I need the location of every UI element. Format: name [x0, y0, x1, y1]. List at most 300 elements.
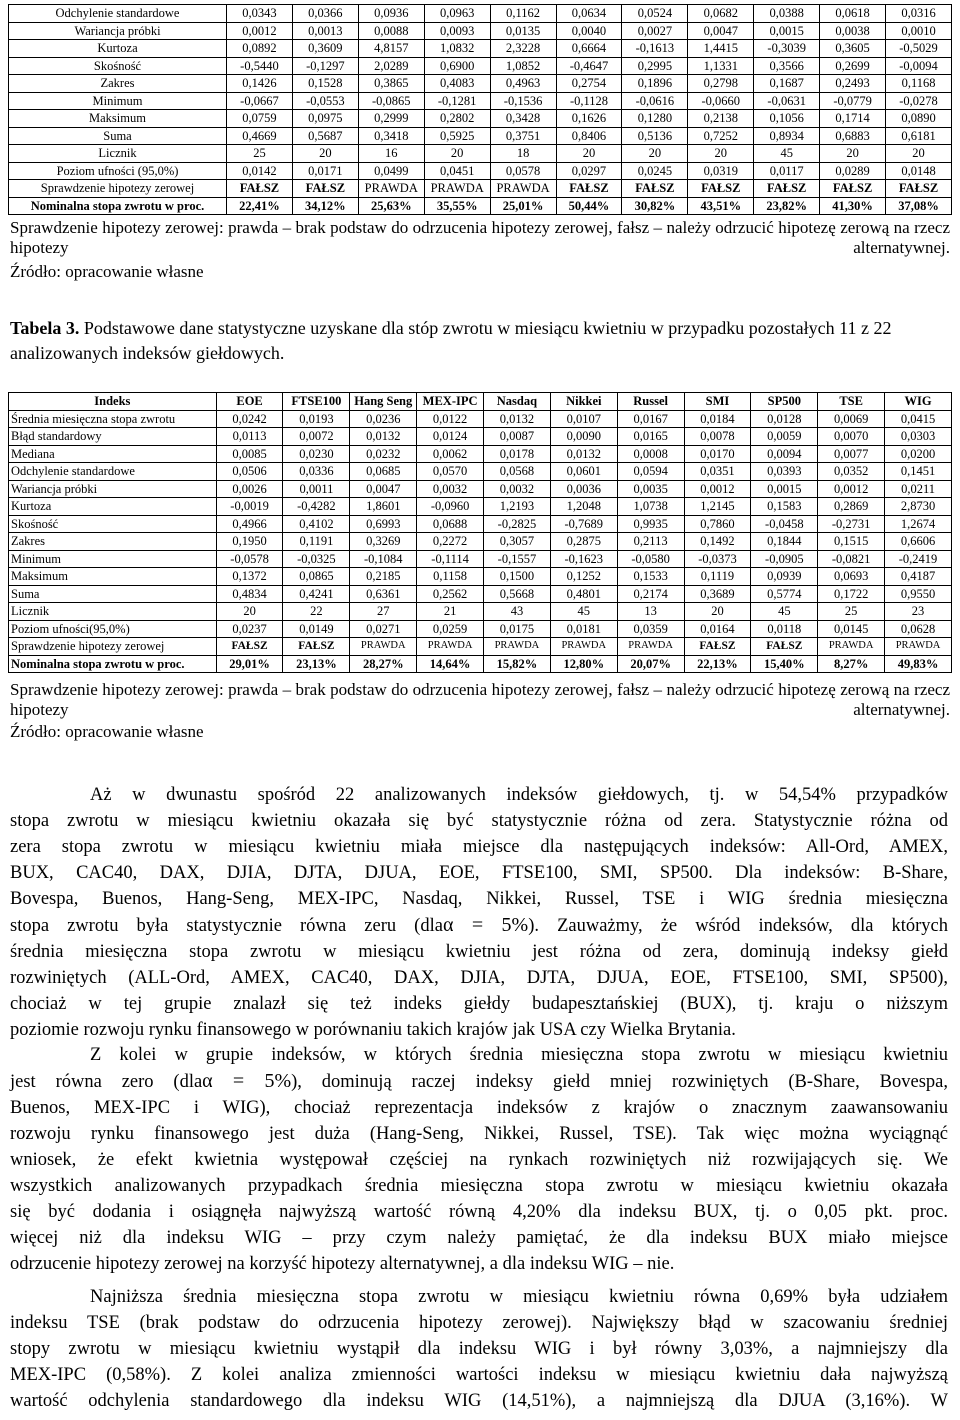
table-cell: 0,5925: [424, 127, 490, 145]
table-cell: 0,0259: [417, 620, 484, 638]
table-cell: 0,0578: [490, 162, 556, 180]
table-cell: -0,0325: [283, 550, 350, 568]
table-cell: PRAWDA: [617, 638, 684, 656]
table-cell: 0,1158: [417, 568, 484, 586]
body-line: średnia miesięczna stopa zwrotu w miesiącu kwietniu jest różna od zera, dominują indeksy giełd: [10, 942, 948, 962]
column-header: EOE: [216, 393, 283, 411]
table-cell: 0,1372: [216, 568, 283, 586]
row-label: Sprawdzenie hipotezy zerowej: [9, 180, 227, 198]
table-cell: FAŁSZ: [754, 180, 820, 198]
column-header: Indeks: [9, 393, 217, 411]
table-cell: 22,13%: [684, 655, 751, 673]
body-text: ). Zauważmy, że wśród indeksów, dla których: [528, 916, 949, 936]
stats-table-continued: [8, 4, 952, 215]
table-cell: 0,0963: [424, 5, 490, 23]
table-cell: 1,2145: [684, 498, 751, 516]
table-cell: 0,0499: [358, 162, 424, 180]
table-cell: 0,0015: [754, 22, 820, 40]
table-cell: -0,0019: [216, 498, 283, 516]
table-cell: -0,0553: [292, 92, 358, 110]
table-cell: 0,0059: [751, 428, 818, 446]
table-cell: 30,82%: [622, 197, 688, 215]
table-row: [9, 40, 952, 58]
table-cell: -0,0660: [688, 92, 754, 110]
table-cell: -0,3039: [754, 40, 820, 58]
body-line: chociaż w tej grupie znalazł się też indeks giełdy budapesztańskiej (BUX), tj. kraju o niższym: [10, 994, 948, 1014]
table-cell: 20,07%: [617, 655, 684, 673]
table-cell: 0,1426: [227, 75, 293, 93]
table-cell: -0,1613: [622, 40, 688, 58]
table-cell: 0,3566: [754, 57, 820, 75]
table-cell: 28,27%: [350, 655, 417, 673]
table-cell: 20: [886, 145, 952, 163]
table-cell: 0,0011: [283, 480, 350, 498]
row-label: Minimum: [9, 92, 227, 110]
table-cell: 0,0568: [484, 463, 551, 481]
table-cell: 0,0618: [820, 5, 886, 23]
table-cell: 0,2174: [617, 585, 684, 603]
row-label: Skośność: [9, 57, 227, 75]
table-cell: 0,1492: [684, 533, 751, 551]
table-cell: 0,4834: [216, 585, 283, 603]
table-cell: 1,2193: [484, 498, 551, 516]
body-line: wartość odchylenia standardowego dla indeksu WIG (14,51%), a najmniejszą dla DJUA (3,16%). W: [10, 1391, 948, 1411]
table-cell: 1,0852: [490, 57, 556, 75]
table-cell: 0,0171: [292, 162, 358, 180]
table-row: [9, 603, 952, 621]
row-label: Średnia miesięczna stopa zwrotu: [9, 410, 217, 428]
table-cell: 0,4187: [885, 568, 952, 586]
table-cell: 2,0289: [358, 57, 424, 75]
row-label: Maksimum: [9, 568, 217, 586]
row-label: Wariancja próbki: [9, 22, 227, 40]
table-cell: 0,0124: [417, 428, 484, 446]
table-cell: 0,0088: [358, 22, 424, 40]
table-cell: 0,0524: [622, 5, 688, 23]
table-row: [9, 463, 952, 481]
body-line: Aż w dwunastu spośród 22 analizowanych indeksów giełdowych, tj. w 54,54% przypadków: [90, 785, 948, 805]
table-cell: 0,6181: [886, 127, 952, 145]
row-label: Suma: [9, 127, 227, 145]
row-label: Błąd standardowy: [9, 428, 217, 446]
table-cell: 0,0113: [216, 428, 283, 446]
table-cell: PRAWDA: [417, 638, 484, 656]
table-row: [9, 5, 952, 23]
row-label: Kurtoza: [9, 40, 227, 58]
table-cell: 0,0148: [886, 162, 952, 180]
table-row: [9, 480, 952, 498]
body-line: rozwoju rynku finansowego jest duża (Hang-Seng, Nikkei, Russel, TSE). Tak więc można wyciągnąć: [10, 1124, 948, 1144]
table-cell: 0,1528: [292, 75, 358, 93]
table-cell: 0,0085: [216, 445, 283, 463]
table-cell: 0,2798: [688, 75, 754, 93]
table-cell: 0,0167: [617, 410, 684, 428]
table-cell: -0,0094: [886, 57, 952, 75]
table-cell: 8,27%: [818, 655, 885, 673]
table-cell: 0,1191: [283, 533, 350, 551]
table-cell: 22,41%: [227, 197, 293, 215]
table-cell: 0,6883: [820, 127, 886, 145]
table-row: [9, 75, 952, 93]
table-cell: 0,0087: [484, 428, 551, 446]
table-cell: 0,1714: [820, 110, 886, 128]
body-line: zera stopa zwrotu w miesiącu kwietniu miała miejsce dla następujących indeksów: All-Ord, AMEX,: [10, 837, 948, 857]
table-cell: 0,4102: [283, 515, 350, 533]
table-cell: 0,2272: [417, 533, 484, 551]
table-cell: 0,0117: [754, 162, 820, 180]
table-cell: 0,1533: [617, 568, 684, 586]
table-cell: -0,0373: [684, 550, 751, 568]
table-cell: FAŁSZ: [886, 180, 952, 198]
table-cell: 0,0316: [886, 5, 952, 23]
table-cell: 0,4083: [424, 75, 490, 93]
row-label: Kurtoza: [9, 498, 217, 516]
row-label: Odchylenie standardowe: [9, 5, 227, 23]
table-cell: 0,1583: [751, 498, 818, 516]
table-cell: 0,0193: [283, 410, 350, 428]
table-cell: 0,0132: [484, 410, 551, 428]
table-cell: 0,6900: [424, 57, 490, 75]
stats-table-3-header: [9, 393, 952, 411]
table-cell: FAŁSZ: [622, 180, 688, 198]
table-cell: FAŁSZ: [292, 180, 358, 198]
table-cell: -0,4647: [556, 57, 622, 75]
body-line: stopa zwrotu w miesiącu kwietniu okazała się być statystycznie różna od zera. Statystycznie różna od: [10, 811, 948, 831]
table-cell: 34,12%: [292, 197, 358, 215]
table-cell: 0,0236: [350, 410, 417, 428]
table-cell: 0,3418: [358, 127, 424, 145]
table-cell: 0,0072: [283, 428, 350, 446]
table-cell: 0,0013: [292, 22, 358, 40]
table1-source: Źródło: opracowanie własne: [10, 262, 204, 281]
table-cell: -0,1557: [484, 550, 551, 568]
table-cell: -0,1281: [424, 92, 490, 110]
table-cell: FAŁSZ: [688, 180, 754, 198]
row-label: Mediana: [9, 445, 217, 463]
table-cell: 0,0685: [350, 463, 417, 481]
table3-note: Sprawdzenie hipotezy zerowej: prawda – brak podstaw do odrzucenia hipotezy zerowej, fałsz – należy odrzucić hipotezę zerową na rzecz hipotezy alternatywnej.: [10, 680, 950, 719]
table-cell: -0,5029: [886, 40, 952, 58]
table-cell: 0,2185: [350, 568, 417, 586]
table-cell: 0,8934: [754, 127, 820, 145]
body-line: Bovespa, Buenos, Hang-Seng, MEX-IPC, Nasdaq, Nikkei, Russel, TSE i WIG średnia miesięczna: [10, 889, 948, 909]
table-cell: 0,0297: [556, 162, 622, 180]
table-cell: 0,0181: [550, 620, 617, 638]
stats-table-3-body: [9, 410, 952, 673]
table-cell: 0,0271: [350, 620, 417, 638]
row-label: Licznik: [9, 603, 217, 621]
table-cell: 43,51%: [688, 197, 754, 215]
table-cell: -0,5440: [227, 57, 293, 75]
body-text: stopa zwrotu była statystycznie równa zeru (dla: [10, 916, 443, 936]
alpha-formula: α = 5%: [442, 914, 529, 936]
table-cell: 1,1331: [688, 57, 754, 75]
body-line: się być dodania i osiągnęła najwyższą wartość równą 4,20% dla indeksu BUX, tj. o 0,05 pkt. proc.: [10, 1202, 948, 1222]
table-cell: 0,0865: [283, 568, 350, 586]
column-header: MEX-IPC: [417, 393, 484, 411]
table-cell: PRAWDA: [885, 638, 952, 656]
table-cell: FAŁSZ: [820, 180, 886, 198]
table-cell: FAŁSZ: [751, 638, 818, 656]
body-text: ), dominują raczej indeksy giełd mniej rozwiniętych (B-Share, Bovespa,: [291, 1072, 948, 1092]
table-cell: 0,2562: [417, 585, 484, 603]
table-cell: 23,82%: [754, 197, 820, 215]
table-cell: 0,1515: [818, 533, 885, 551]
body-paragraph-3: [10, 1284, 948, 1414]
table-cell: 0,4241: [283, 585, 350, 603]
table-row: [9, 428, 952, 446]
stats-table-body: [9, 5, 952, 215]
body-line: BUX, CAC40, DAX, DJIA, DJTA, DJUA, EOE, FTSE100, SMI, SP500. Dla indeksów: B-Share,: [10, 863, 948, 883]
table-cell: -0,0667: [227, 92, 293, 110]
table-cell: 0,1056: [754, 110, 820, 128]
table-cell: 0,0040: [556, 22, 622, 40]
table-cell: 20: [820, 145, 886, 163]
table-cell: 20: [684, 603, 751, 621]
table-cell: 0,1162: [490, 5, 556, 23]
table-cell: 0,2875: [550, 533, 617, 551]
table-cell: 0,0122: [417, 410, 484, 428]
table-cell: 0,5774: [751, 585, 818, 603]
body-line: stopy zwrotu w miesiącu kwietniu wystąpił dla indeksu WIG i był równy 3,03%, a najmniejszy dla: [10, 1339, 948, 1359]
table-cell: -0,0458: [751, 515, 818, 533]
column-header: WIG: [885, 393, 952, 411]
row-label: Licznik: [9, 145, 227, 163]
table-cell: 0,1844: [751, 533, 818, 551]
table-cell: 0,0343: [227, 5, 293, 23]
column-header: Hang Seng: [350, 393, 417, 411]
table-cell: 0,6993: [350, 515, 417, 533]
table-cell: 0,0165: [617, 428, 684, 446]
table-row: [9, 22, 952, 40]
table-cell: -0,0821: [818, 550, 885, 568]
table-cell: 0,5687: [292, 127, 358, 145]
table-cell: 1,4415: [688, 40, 754, 58]
body-line-with-formula: [10, 912, 948, 939]
table-cell: FAŁSZ: [283, 638, 350, 656]
table-row: [9, 655, 952, 673]
table-cell: 43: [484, 603, 551, 621]
table-cell: 0,7860: [684, 515, 751, 533]
table-cell: 0,7252: [688, 127, 754, 145]
table-cell: 0,0892: [227, 40, 293, 58]
table-cell: 2,8730: [885, 498, 952, 516]
table-cell: 0,6606: [885, 533, 952, 551]
table-cell: 1,0832: [424, 40, 490, 58]
row-label: Wariancja próbki: [9, 480, 217, 498]
table-cell: 25,63%: [358, 197, 424, 215]
table-cell: 0,0289: [820, 162, 886, 180]
table-cell: 0,2699: [820, 57, 886, 75]
table-cell: 12,80%: [550, 655, 617, 673]
table-cell: 0,0170: [684, 445, 751, 463]
body-line: MEX-IPC (0,58%). Z kolei analiza zmienności wartości indeksu w miesiącu kwietniu dała najwyższą: [10, 1365, 948, 1385]
table-row: [9, 533, 952, 551]
table-cell: 0,1626: [556, 110, 622, 128]
table-cell: -0,0865: [358, 92, 424, 110]
table-cell: 0,0164: [684, 620, 751, 638]
column-header: SP500: [751, 393, 818, 411]
table-cell: 0,0036: [550, 480, 617, 498]
table-cell: 23,13%: [283, 655, 350, 673]
table-cell: -0,2825: [484, 515, 551, 533]
table-cell: 0,0366: [292, 5, 358, 23]
table-row: [9, 568, 952, 586]
column-header: Nasdaq: [484, 393, 551, 411]
table-cell: 0,3609: [292, 40, 358, 58]
table-cell: 0,8406: [556, 127, 622, 145]
table-cell: 37,08%: [886, 197, 952, 215]
body-line: Najniższa średnia miesięczna stopa zwrotu w miesiącu kwietniu równa 0,69% była udziałem: [90, 1287, 948, 1307]
row-label: Nominalna stopa zwrotu w proc.: [9, 197, 227, 215]
table-cell: 0,0184: [684, 410, 751, 428]
table-cell: 0,0038: [820, 22, 886, 40]
table-cell: 0,0012: [684, 480, 751, 498]
table-cell: 0,4966: [216, 515, 283, 533]
table-row: [9, 445, 952, 463]
table-cell: 0,0027: [622, 22, 688, 40]
table-cell: -0,1084: [350, 550, 417, 568]
table-row: [9, 585, 952, 603]
row-label: Minimum: [9, 550, 217, 568]
table-cell: 0,3751: [490, 127, 556, 145]
table-cell: 0,0230: [283, 445, 350, 463]
body-line: odrzucenie hipotezy zerowej na korzyść hipotezy alternatywnej, a dla indeksu WIG – nie.: [10, 1254, 675, 1274]
table-row: [9, 180, 952, 198]
table-cell: 0,0178: [484, 445, 551, 463]
table-cell: 0,0506: [216, 463, 283, 481]
table-cell: 0,0135: [490, 22, 556, 40]
table-cell: 0,1722: [818, 585, 885, 603]
body-line: Z kolei w grupie indeksów, w których średnia miesięczna stopa zwrotu w miesiącu kwietniu: [90, 1045, 948, 1065]
table-cell: 0,1168: [886, 75, 952, 93]
table-cell: 25,01%: [490, 197, 556, 215]
table-cell: 0,0628: [885, 620, 952, 638]
table-cell: 0,4669: [227, 127, 293, 145]
table-cell: -0,0960: [417, 498, 484, 516]
table-cell: 45: [751, 603, 818, 621]
table-cell: 0,0634: [556, 5, 622, 23]
table-cell: 0,3865: [358, 75, 424, 93]
table-cell: 0,6361: [350, 585, 417, 603]
table-cell: 0,0415: [885, 410, 952, 428]
table-cell: 14,64%: [417, 655, 484, 673]
column-header: TSE: [818, 393, 885, 411]
table-row: [9, 620, 952, 638]
table-cell: 0,0008: [617, 445, 684, 463]
table-cell: 0,6664: [556, 40, 622, 58]
table-cell: 0,3269: [350, 533, 417, 551]
table-cell: 45: [550, 603, 617, 621]
table-cell: 0,4963: [490, 75, 556, 93]
table3-source: Źródło: opracowanie własne: [10, 722, 204, 741]
table-cell: 1,0738: [617, 498, 684, 516]
table-cell: 25: [227, 145, 293, 163]
table-cell: 16: [358, 145, 424, 163]
table-cell: 0,0012: [818, 480, 885, 498]
table-cell: 0,3057: [484, 533, 551, 551]
table-cell: 21: [417, 603, 484, 621]
row-label: Skośność: [9, 515, 217, 533]
table-cell: 0,0336: [283, 463, 350, 481]
table-cell: 0,0093: [424, 22, 490, 40]
table-cell: 0,9935: [617, 515, 684, 533]
table-cell: 49,83%: [885, 655, 952, 673]
table-cell: 0,0232: [350, 445, 417, 463]
table-cell: 0,0601: [550, 463, 617, 481]
table-cell: 0,4801: [550, 585, 617, 603]
table-cell: 0,1896: [622, 75, 688, 93]
table-cell: 20: [292, 145, 358, 163]
table3-caption-text: Podstawowe dane statystyczne uzyskane dla stóp zwrotu w miesiącu kwietniu w przypadku pozostałych 11 z 22 analizowanych indeksów giełdowych.: [10, 318, 892, 363]
stats-table-3: [8, 392, 952, 673]
table-row: [9, 410, 952, 428]
table-cell: 0,0570: [417, 463, 484, 481]
table-cell: 0,5136: [622, 127, 688, 145]
table-cell: 1,8601: [350, 498, 417, 516]
body-line: rozwiniętych (ALL-Ord, AMEX, CAC40, DAX, DJIA, DJTA, DJUA, EOE, FTSE100, SMI, SP500),: [10, 968, 948, 988]
table-cell: -0,0578: [216, 550, 283, 568]
body-line: indeksu TSE (brak podstaw do odrzucenia hipotezy zerowej). Największy błąd w szacowaniu średniej: [10, 1313, 948, 1333]
table-cell: 0,0594: [617, 463, 684, 481]
table-cell: 0,0069: [818, 410, 885, 428]
table-cell: -0,0616: [622, 92, 688, 110]
table-cell: -0,1128: [556, 92, 622, 110]
body-line: więcej niż dla indeksu WIG – przy czym należy pamiętać, że dla indeksu BUX miało miejsce: [10, 1228, 948, 1248]
table-cell: 35,55%: [424, 197, 490, 215]
table-cell: -0,1114: [417, 550, 484, 568]
table-row: [9, 515, 952, 533]
table-cell: 0,0211: [885, 480, 952, 498]
table-cell: 0,1687: [754, 75, 820, 93]
table-cell: 0,2995: [622, 57, 688, 75]
table-cell: FAŁSZ: [556, 180, 622, 198]
table-cell: 0,0200: [885, 445, 952, 463]
table-cell: 0,0351: [684, 463, 751, 481]
table-cell: -0,2419: [885, 550, 952, 568]
table-cell: 0,0688: [417, 515, 484, 533]
table-cell: 45: [754, 145, 820, 163]
table-cell: 0,0070: [818, 428, 885, 446]
column-header: Nikkei: [550, 393, 617, 411]
row-label: Suma: [9, 585, 217, 603]
table-cell: 0,0015: [751, 480, 818, 498]
table-cell: FAŁSZ: [227, 180, 293, 198]
table-cell: 0,0132: [550, 445, 617, 463]
body-line: poziomie rozwoju rynku finansowego w porównaniu takich krajów jak USA czy Wielka Brytania.: [10, 1020, 736, 1040]
table-cell: 0,0939: [751, 568, 818, 586]
table-row: [9, 57, 952, 75]
table-cell: 0,0145: [818, 620, 885, 638]
row-label: Nominalna stopa zwrotu w proc.: [9, 655, 217, 673]
table-cell: 0,0175: [484, 620, 551, 638]
table-cell: 0,0010: [886, 22, 952, 40]
table-cell: 0,0078: [684, 428, 751, 446]
table-cell: 0,1451: [885, 463, 952, 481]
table-cell: 0,0245: [622, 162, 688, 180]
table-cell: 0,0032: [417, 480, 484, 498]
column-header: SMI: [684, 393, 751, 411]
table-cell: -0,0905: [751, 550, 818, 568]
table-cell: 0,0149: [283, 620, 350, 638]
table-row: [9, 498, 952, 516]
table-cell: 0,0094: [751, 445, 818, 463]
table-cell: -0,0580: [617, 550, 684, 568]
table-row: [9, 127, 952, 145]
table-cell: PRAWDA: [350, 638, 417, 656]
table-cell: 0,2493: [820, 75, 886, 93]
table-cell: 20: [688, 145, 754, 163]
